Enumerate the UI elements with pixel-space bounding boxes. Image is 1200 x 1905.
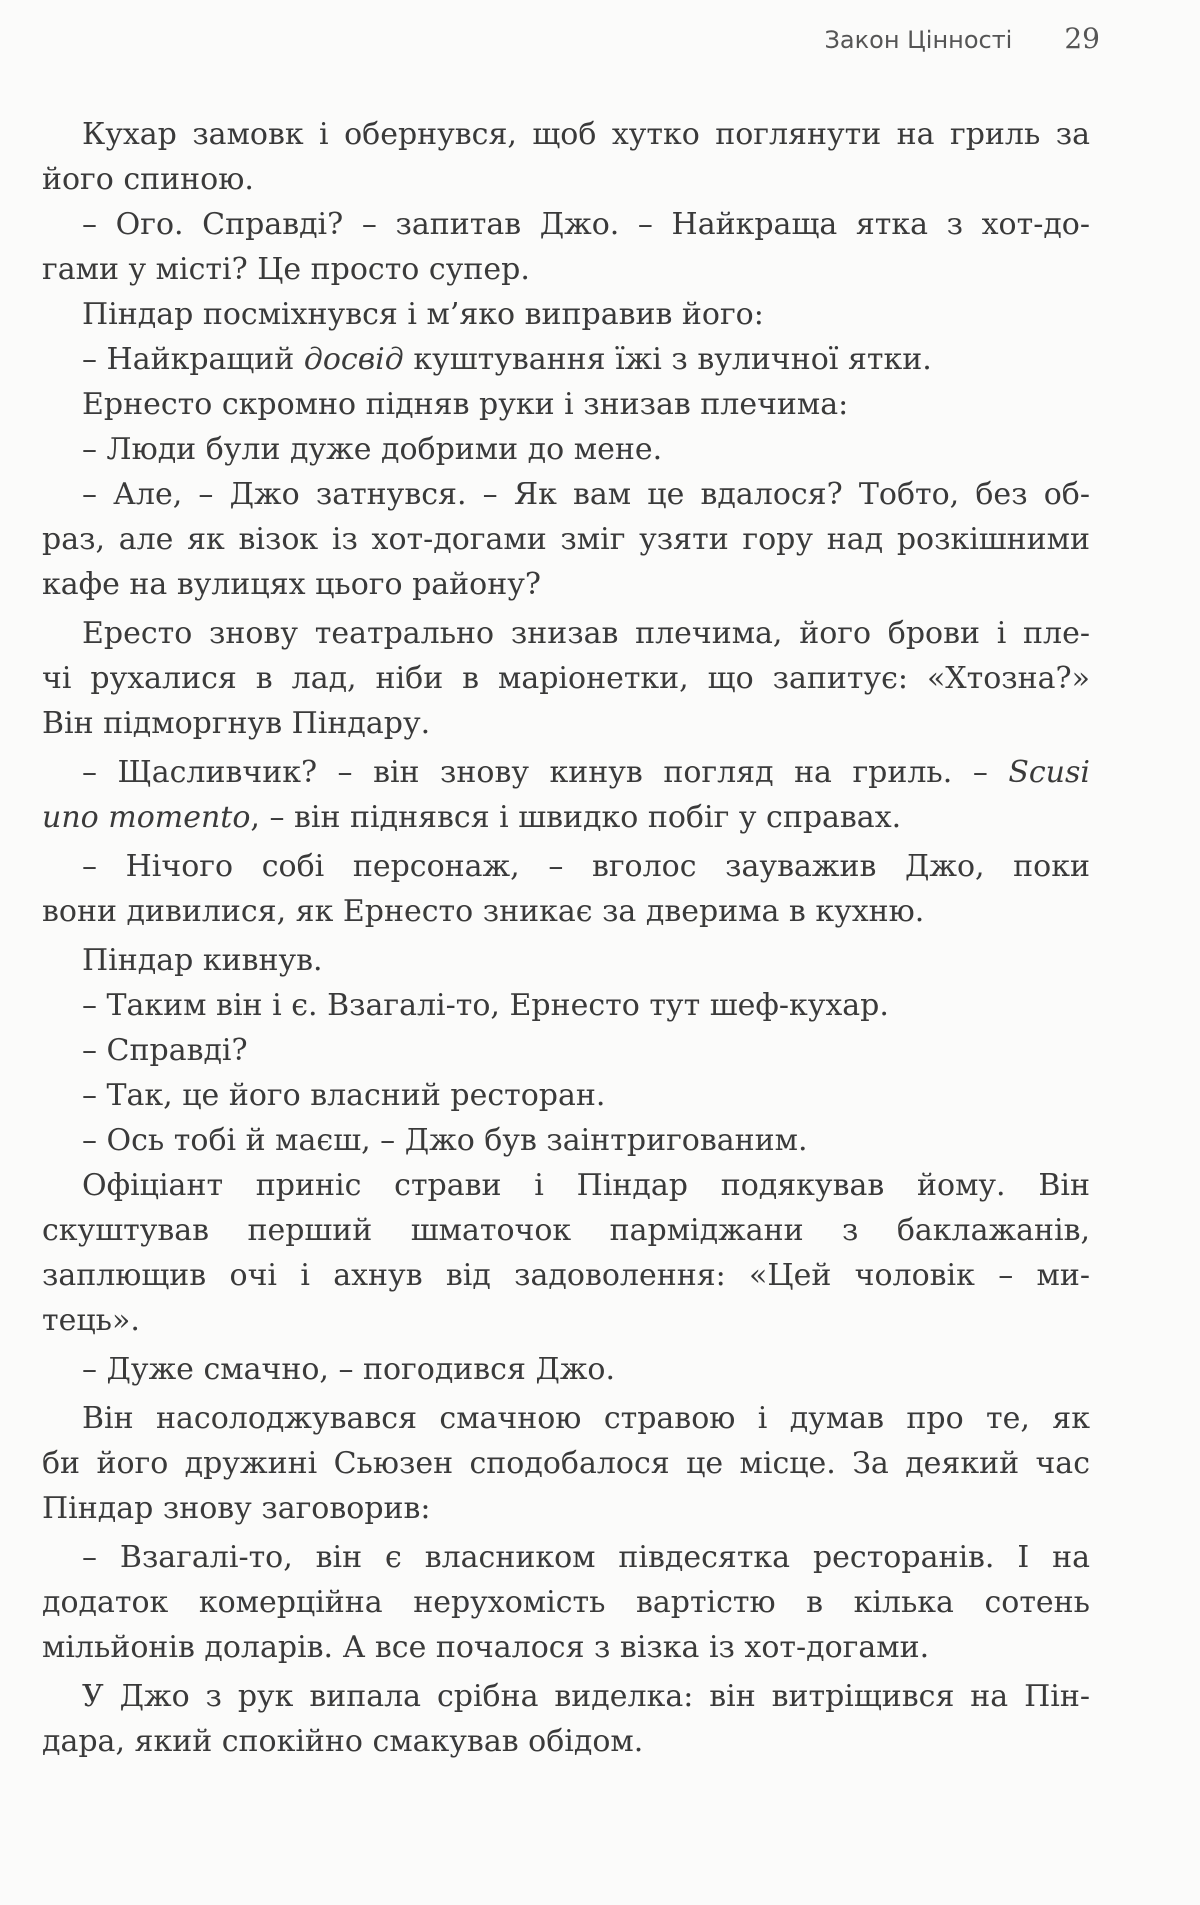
text-line: – Люди були дуже добрими до мене.: [82, 432, 663, 467]
text-line: кафе на вулицях цього району?: [42, 567, 541, 602]
text-line: [82, 337, 1090, 382]
text-line: раз, але як візок із хот-догами зміг узяти гору над розкішними: [42, 522, 1090, 557]
text-fragment: , – він піднявся і швидко побіг у справах.: [250, 800, 902, 835]
text-line: Офіціант приніс страви і Піндар подякував йому. Він: [82, 1168, 1090, 1203]
text-line: – Взагалі-то, він є власником півдесятка ресторанів. І на: [82, 1540, 1090, 1575]
text-line: – Справді?: [82, 1033, 248, 1068]
text-line: – Таким він і є. Взагалі-то, Ернесто тут шеф-кухар.: [82, 988, 889, 1023]
text-line: Піндар посміхнувся і м’яко виправив його:: [82, 297, 764, 332]
text-line: [82, 750, 1090, 795]
text-line: Ересто знову театрально знизав плечима, його брови і пле-: [82, 616, 1090, 651]
text-line: – Нічого собі персонаж, – вголос зауважив Джо, поки: [82, 849, 1090, 884]
text-line: тець».: [42, 1303, 140, 1338]
text-line: додаток комерційна нерухомість вартістю в кілька сотень: [42, 1585, 1090, 1620]
text-line: його спиною.: [42, 162, 254, 197]
text-line: мільйонів доларів. А все почалося з візка із хот-догами.: [42, 1630, 930, 1665]
text-line: Кухар замовк і обернувся, щоб хутко поглянути на гриль за: [82, 117, 1090, 152]
text-line: би його дружині Сьюзен сподобалося це місце. За деякий час: [42, 1446, 1090, 1481]
text-line: – Так, це його власний ресторан.: [82, 1078, 606, 1113]
text-line: Ернесто скромно підняв руки і знизав плечима:: [82, 387, 849, 422]
text-line: – Ось тобі й маєш, – Джо був заінтригованим.: [82, 1123, 808, 1158]
chapter-title: Закон Цінності: [824, 26, 1013, 54]
text-fragment: куштування їжі з вуличної ятки.: [403, 342, 932, 377]
text-line: гами у місті? Це просто супер.: [42, 252, 530, 287]
text-line: Піндар знову заговорив:: [42, 1491, 431, 1526]
text-line: Піндар кивнув.: [82, 943, 323, 978]
text-line: У Джо з рук випала срібна виделка: він витріщився на Пін-: [82, 1679, 1090, 1714]
text-line: дара, який спокійно смакував обідом.: [42, 1724, 644, 1759]
text-fragment: – Найкращий: [82, 342, 304, 377]
text-line: вони дивилися, як Ернесто зникає за дверима в кухню.: [42, 894, 925, 929]
running-header: [700, 22, 1100, 62]
italic-phrase: uno momento: [42, 800, 251, 835]
text-fragment: – Щасливчик? – він знову кинув погляд на гриль. –: [82, 755, 1009, 790]
text-line: – Дуже смачно, – погодився Джо.: [82, 1352, 616, 1387]
italic-word: Scusi: [1008, 755, 1090, 790]
text-line: [42, 795, 1090, 840]
text-line: скуштував перший шматочок парміджани з баклажанів,: [42, 1213, 1090, 1248]
text-line: Він підморгнув Піндару.: [42, 706, 431, 741]
text-line: заплющив очі і ахнув від задоволення: «Цей чоловік – ми-: [42, 1258, 1090, 1293]
text-line: чі рухалися в лад, ніби в маріонетки, що запитує: «Хтозна?»: [42, 661, 1090, 696]
italic-word: досвід: [303, 342, 404, 377]
page-number: 29: [1064, 22, 1100, 55]
text-line: – Ого. Справді? – запитав Джо. – Найкраща ятка з хот-до-: [82, 207, 1090, 242]
body-text: [42, 112, 1090, 1764]
text-line: Він насолоджувався смачною стравою і думав про те, як: [82, 1401, 1090, 1436]
text-line: – Але, – Джо затнувся. – Як вам це вдалося? Тобто, без об-: [82, 477, 1090, 512]
